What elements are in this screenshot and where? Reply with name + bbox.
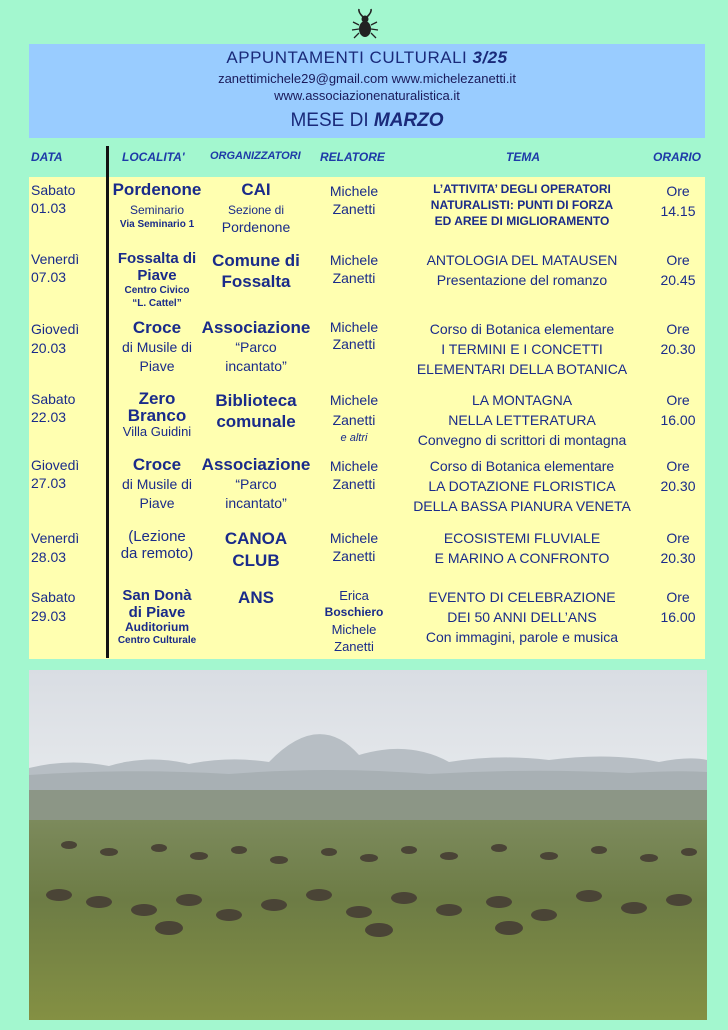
topic-cell: LA MONTAGNA NELLA LETTERATURA Convegno di scrittori di montagna <box>417 392 627 448</box>
time-cell: Ore 20.30 <box>660 321 696 357</box>
topic-cell: EVENTO DI CELEBRAZIONE DEI 50 ANNI DELL’ANS Con immagini, parole e musica <box>425 589 619 645</box>
table-divider <box>106 146 109 658</box>
organizer-cell: Associazione “Parco incantato” <box>201 318 311 374</box>
column-header-orario: ORARIO <box>653 150 701 164</box>
time-cell: Ore 14.15 <box>660 183 696 219</box>
location-cell: Croce di Musile di Piave <box>121 455 193 511</box>
location-cell: Croce di Musile di Piave <box>121 318 193 374</box>
speaker-cell: Michele Zanetti <box>329 319 379 352</box>
column-header-data: DATA <box>31 150 63 164</box>
speaker-cell: Michele Zanetti <box>329 530 379 564</box>
organizer-cell: ANS <box>238 588 274 607</box>
date-cell: Sabato 01.03 <box>31 182 76 216</box>
location-cell: Zero Branco Villa Guidini <box>122 389 192 439</box>
column-header-localita: LOCALITA' <box>122 150 185 164</box>
contact-line-2: www.associazionenaturalistica.it <box>274 88 460 103</box>
organizer-cell: CAI Sezione di Pordenone <box>221 180 291 235</box>
month-title: MESE DI MARZO <box>290 110 444 131</box>
speaker-cell: Michele Zanetti <box>329 183 379 217</box>
column-header-relatore: RELATORE <box>320 150 385 164</box>
date-cell: Venerdì 07.03 <box>31 251 80 285</box>
topic-cell: ANTOLOGIA DEL MATAUSEN Presentazione del romanzo <box>426 252 618 288</box>
organizer-cell: Biblioteca comunale <box>215 391 297 431</box>
organizer-cell: CANOA CLUB <box>224 529 288 570</box>
column-header-tema: TEMA <box>506 150 540 164</box>
date-cell: Sabato 22.03 <box>31 391 76 425</box>
contact-line-1: zanettimichele29@gmail.com www.michelezanetti.it <box>218 71 516 86</box>
date-cell: Sabato 29.03 <box>31 589 76 624</box>
topic-cell: Corso di Botanica elementare LA DOTAZIONE FLORISTICA DELLA BASSA PIANURA VENETA <box>413 458 631 514</box>
time-cell: Ore 20.30 <box>660 458 696 494</box>
speaker-cell: Erica Boschiero Michele Zanetti <box>324 588 384 654</box>
topic-cell: Corso di Botanica elementare I TERMINI E I CONCETTI ELEMENTARI DELLA BOTANICA <box>416 321 628 377</box>
column-header-organizzatori: ORGANIZZATORI <box>210 150 301 162</box>
date-cell: Giovedì 20.03 <box>31 321 80 356</box>
organizer-cell: Associazione “Parco incantato” <box>201 455 311 511</box>
page-title: APPUNTAMENTI CULTURALI 3/25 <box>226 48 508 67</box>
time-cell: Ore 20.45 <box>660 252 696 288</box>
organizer-cell: Comune di Fossalta <box>212 251 300 291</box>
location-cell: Pordenone Seminario Via Seminario 1 <box>112 180 202 230</box>
header-banner <box>29 44 705 138</box>
beetle-logo-icon <box>350 8 380 42</box>
time-cell: Ore 20.30 <box>660 530 696 566</box>
location-cell: Fossalta di Piave Centro Civico “L. Cattel” <box>117 250 197 309</box>
speaker-cell: Michele Zanetti <box>329 458 379 492</box>
date-cell: Venerdì 28.03 <box>31 530 80 565</box>
location-cell: San Donà di Piave Auditorium Centro Culturale <box>117 587 197 646</box>
geese-field-photo <box>29 670 707 1020</box>
topic-cell: ECOSISTEMI FLUVIALE E MARINO A CONFRONTO <box>434 530 610 566</box>
time-cell: Ore 16.00 <box>660 392 696 428</box>
speaker-cell: Michele Zanetti <box>329 252 379 286</box>
speaker-cell: Michele Zanetti e altri <box>329 392 379 444</box>
location-cell: (Lezione da remoto) <box>120 528 194 562</box>
time-cell: Ore 16.00 <box>660 589 696 625</box>
date-cell: Giovedì 27.03 <box>31 457 80 491</box>
topic-cell: L’ATTIVITA’ DEGLI OPERATORI NATURALISTI: PUNTI DI FORZA ED AREE DI MIGLIORAMENTO <box>430 182 614 228</box>
